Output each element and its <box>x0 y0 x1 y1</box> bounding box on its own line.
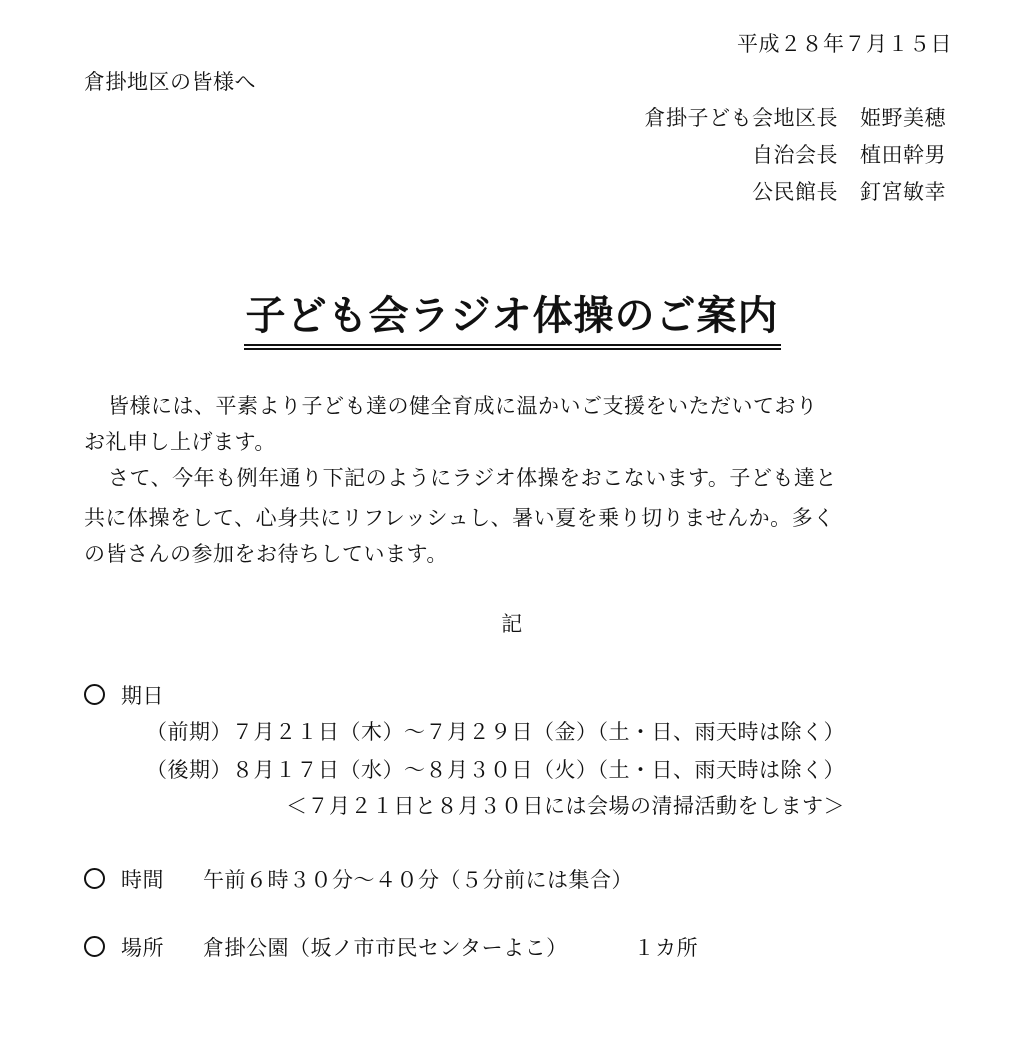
body-text: さて、今年も例年通り下記のようにラジオ体操をおこないます。子ども達と <box>108 466 837 490</box>
place-count: １カ所 <box>633 936 699 960</box>
sender-name: 植田幹男 <box>860 143 946 167</box>
schedule-second-period: （後期）８月１７日（水）～８月３０日（火）（土・日、雨天時は除く） <box>146 758 845 782</box>
body-paragraph-1-line-2: お礼申し上げます。 <box>84 430 276 454</box>
sender-role: 倉掛子ども会地区長 <box>644 106 838 130</box>
sender-role: 公民館長 <box>752 180 838 204</box>
schedule-first-period: （前期）７月２１日（木）～７月２９日（金）（土・日、雨天時は除く） <box>146 720 845 744</box>
body-paragraph-2-line-3: の皆さんの参加をお待ちしています。 <box>84 542 448 566</box>
circle-bullet-icon <box>84 936 105 957</box>
body-paragraph-2-line-1 <box>84 464 837 492</box>
sender-hall-director <box>526 178 946 206</box>
title-container <box>0 292 1024 350</box>
sender-name: 姫野美穂 <box>860 106 946 130</box>
body-text: 皆様には、平素より子ども達の健全育成に温かいご支援をいただいており <box>108 394 818 418</box>
ki-heading: 記 <box>501 612 523 636</box>
sender-district-leader <box>526 104 946 132</box>
sender-council-chair <box>526 141 946 169</box>
circle-bullet-icon <box>84 868 105 889</box>
schedule-note: ＜７月２１日と８月３０日には会場の清掃活動をします＞ <box>286 794 845 818</box>
place-value: 倉掛公園（坂ノ市市民センターよこ） <box>203 936 568 960</box>
time-label: 時間 <box>121 868 164 892</box>
addressee: 倉掛地区の皆様へ <box>84 70 256 94</box>
body-paragraph-1-line-1 <box>84 392 818 420</box>
time-value: 午前６時３０分～４０分（５分前には集合） <box>203 868 633 892</box>
place-row <box>84 934 698 962</box>
sender-name: 釘宮敏幸 <box>860 180 946 204</box>
document-title: 子ども会ラジオ体操のご案内 <box>244 292 781 350</box>
schedule-label: 期日 <box>121 684 164 708</box>
body-paragraph-2-line-2: 共に体操をして、心身共にリフレッシュし、暑い夏を乗り切りませんか。多く <box>84 506 835 530</box>
place-label: 場所 <box>121 936 164 960</box>
circle-bullet-icon <box>84 684 105 705</box>
document-date: 平成２８年７月１５日 <box>737 32 952 56</box>
time-row <box>84 866 633 894</box>
sender-role: 自治会長 <box>752 143 838 167</box>
schedule-heading <box>84 682 164 710</box>
